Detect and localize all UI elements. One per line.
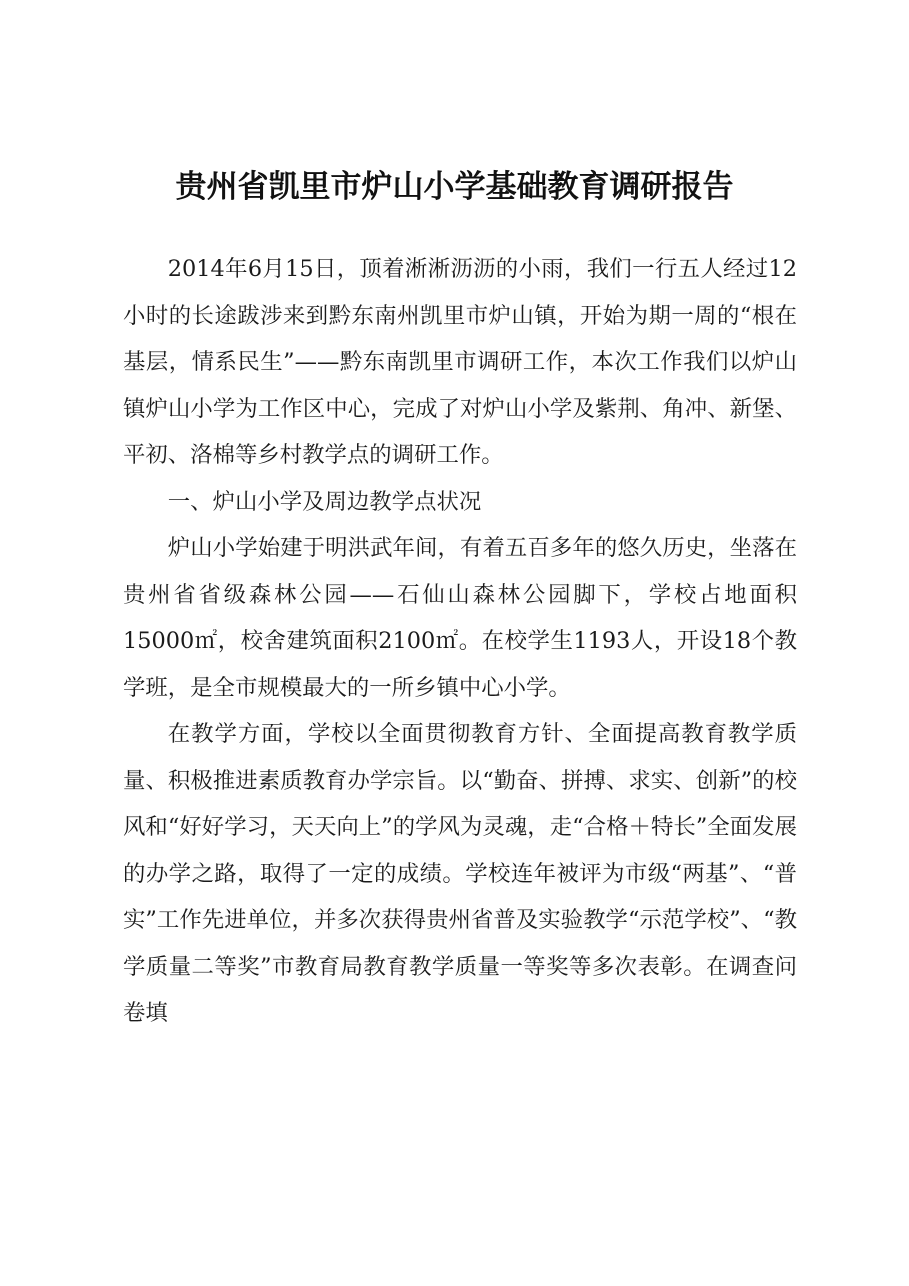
paragraph-school-overview: 炉山小学始建于明洪武年间，有着五百多年的悠久历史，坐落在贵州省省级森林公园——石仙山森林公园脚下，学校占地面积15000㎡，校舍建筑面积2100㎡。在校学生1193人，开设18个教学班，是全市规模最大的一所乡镇中心小学。: [123, 535, 797, 701]
document-title: 贵州省凯里市炉山小学基础教育调研报告: [175, 169, 734, 205]
section-heading: 一、炉山小学及周边教学点状况: [167, 488, 482, 515]
document-body: [123, 246, 797, 1037]
paragraph-intro: 2014年6月15日，顶着淅淅沥沥的小雨，我们一行五人经过12小时的长途跋涉来到黔东南州凯里市炉山镇，开始为期一周的“根在基层，情系民生”——黔东南凯里市调研工作，本次工作我们以炉山镇炉山小学为工作区中心，完成了对炉山小学及紫荆、角冲、新堡、平初、洛棉等乡村教学点的调研工作。: [123, 256, 797, 468]
paragraph-teaching: 在教学方面，学校以全面贯彻教育方针、全面提高教育教学质量、积极推进素质教育办学宗旨。以“勤奋、拼搏、求实、创新”的校风和“好好学习，天天向上”的学风为灵魂，走“合格＋特长”全面发展的办学之路，取得了一定的成绩。学校连年被评为市级“两基”、“普实”工作先进单位，并多次获得贵州省普及实验教学“示范学校”、“教学质量二等奖”市教育局教育教学质量一等奖等多次表彰。在调查问卷填: [123, 721, 797, 1026]
